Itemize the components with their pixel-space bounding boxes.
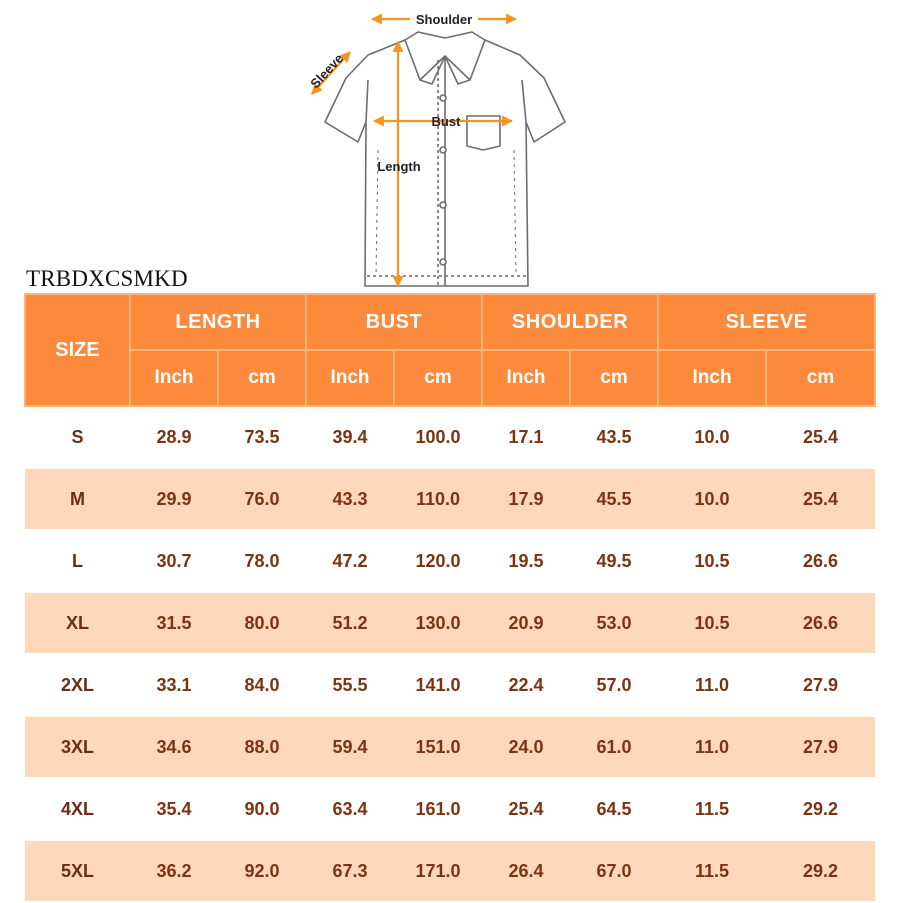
measurement-cell: 63.4 — [306, 778, 394, 840]
measurement-cell: 53.0 — [570, 592, 658, 654]
measurement-cell: 26.4 — [482, 840, 570, 902]
size-cell: M — [25, 468, 130, 530]
length-cm-header: cm — [218, 350, 306, 406]
size-cell: XL — [25, 592, 130, 654]
bust-inch-header: Inch — [306, 350, 394, 406]
measurement-cell: 31.5 — [130, 592, 218, 654]
brand-name: TRBDXCSMKD — [26, 266, 188, 291]
measurement-cell: 130.0 — [394, 592, 482, 654]
measurement-cell: 26.6 — [766, 530, 875, 592]
length-group-header: LENGTH — [130, 294, 306, 350]
measurement-cell: 34.6 — [130, 716, 218, 778]
measurement-cell: 110.0 — [394, 468, 482, 530]
shirt-icon — [325, 32, 565, 286]
size-chart-table — [24, 293, 876, 903]
sleeve-inch-header: Inch — [658, 350, 766, 406]
measurement-cell: 11.5 — [658, 778, 766, 840]
measurement-cell: 57.0 — [570, 654, 658, 716]
bust-label: Bust — [431, 114, 461, 129]
measurement-cell: 61.0 — [570, 716, 658, 778]
table-row — [25, 716, 875, 778]
sleeve-cm-header: cm — [766, 350, 875, 406]
measurement-cell: 10.0 — [658, 468, 766, 530]
table-row — [25, 406, 875, 468]
size-cell: 2XL — [25, 654, 130, 716]
table-row — [25, 530, 875, 592]
measurement-cell: 76.0 — [218, 468, 306, 530]
measurement-cell: 80.0 — [218, 592, 306, 654]
measurement-cell: 22.4 — [482, 654, 570, 716]
length-label: Length — [377, 159, 421, 174]
measurement-cell: 28.9 — [130, 406, 218, 468]
table-row — [25, 654, 875, 716]
shoulder-group-header: SHOULDER — [482, 294, 658, 350]
measurement-cell: 171.0 — [394, 840, 482, 902]
size-rows — [25, 406, 875, 902]
measurement-cell: 100.0 — [394, 406, 482, 468]
measurement-cell: 10.0 — [658, 406, 766, 468]
measurement-cell: 161.0 — [394, 778, 482, 840]
measurement-cell: 17.9 — [482, 468, 570, 530]
table-row — [25, 778, 875, 840]
table-row — [25, 592, 875, 654]
measurement-cell: 24.0 — [482, 716, 570, 778]
measurement-cell: 43.5 — [570, 406, 658, 468]
measurement-cell: 19.5 — [482, 530, 570, 592]
bust-group-header: BUST — [306, 294, 482, 350]
measurement-cell: 141.0 — [394, 654, 482, 716]
shirt-measurement-diagram — [0, 0, 900, 292]
measurement-cell: 88.0 — [218, 716, 306, 778]
measurement-cell: 25.4 — [766, 406, 875, 468]
table-row — [25, 840, 875, 902]
measurement-cell: 120.0 — [394, 530, 482, 592]
table-row — [25, 468, 875, 530]
shoulder-inch-header: Inch — [482, 350, 570, 406]
size-cell: L — [25, 530, 130, 592]
measurement-cell: 29.2 — [766, 840, 875, 902]
measurement-cell: 43.3 — [306, 468, 394, 530]
size-cell: 4XL — [25, 778, 130, 840]
measurement-cell: 49.5 — [570, 530, 658, 592]
measurement-cell: 17.1 — [482, 406, 570, 468]
measurement-cell: 55.5 — [306, 654, 394, 716]
measurement-cell: 11.5 — [658, 840, 766, 902]
header-group-row — [25, 294, 875, 350]
measurement-cell: 64.5 — [570, 778, 658, 840]
measurement-cell: 45.5 — [570, 468, 658, 530]
size-cell: S — [25, 406, 130, 468]
measurement-cell: 59.4 — [306, 716, 394, 778]
measurement-cell: 27.9 — [766, 654, 875, 716]
length-inch-header: Inch — [130, 350, 218, 406]
sleeve-label: Sleeve — [307, 50, 347, 92]
size-column-header: SIZE — [25, 294, 130, 406]
measurement-cell: 10.5 — [658, 530, 766, 592]
measurement-cell: 47.2 — [306, 530, 394, 592]
size-cell: 5XL — [25, 840, 130, 902]
measurement-cell: 51.2 — [306, 592, 394, 654]
measurement-cell: 67.0 — [570, 840, 658, 902]
measurement-cell: 67.3 — [306, 840, 394, 902]
measurement-cell: 25.4 — [766, 468, 875, 530]
measurement-cell: 73.5 — [218, 406, 306, 468]
measurement-cell: 36.2 — [130, 840, 218, 902]
measurement-cell: 39.4 — [306, 406, 394, 468]
measurement-cell: 11.0 — [658, 654, 766, 716]
measurement-cell: 30.7 — [130, 530, 218, 592]
measurement-cell: 27.9 — [766, 716, 875, 778]
measurement-cell: 151.0 — [394, 716, 482, 778]
measurement-cell: 29.9 — [130, 468, 218, 530]
shoulder-cm-header: cm — [570, 350, 658, 406]
shoulder-label: Shoulder — [415, 12, 473, 27]
size-cell: 3XL — [25, 716, 130, 778]
measurement-cell: 33.1 — [130, 654, 218, 716]
header-unit-row — [25, 350, 875, 406]
measurement-cell: 25.4 — [482, 778, 570, 840]
measurement-cell: 20.9 — [482, 592, 570, 654]
measurement-cell: 84.0 — [218, 654, 306, 716]
measurement-cell: 26.6 — [766, 592, 875, 654]
bust-cm-header: cm — [394, 350, 482, 406]
measurement-cell: 10.5 — [658, 592, 766, 654]
sleeve-group-header: SLEEVE — [658, 294, 875, 350]
measurement-cell: 90.0 — [218, 778, 306, 840]
measurement-cell: 35.4 — [130, 778, 218, 840]
measurement-cell: 29.2 — [766, 778, 875, 840]
measurement-cell: 92.0 — [218, 840, 306, 902]
measurement-cell: 78.0 — [218, 530, 306, 592]
measurement-cell: 11.0 — [658, 716, 766, 778]
